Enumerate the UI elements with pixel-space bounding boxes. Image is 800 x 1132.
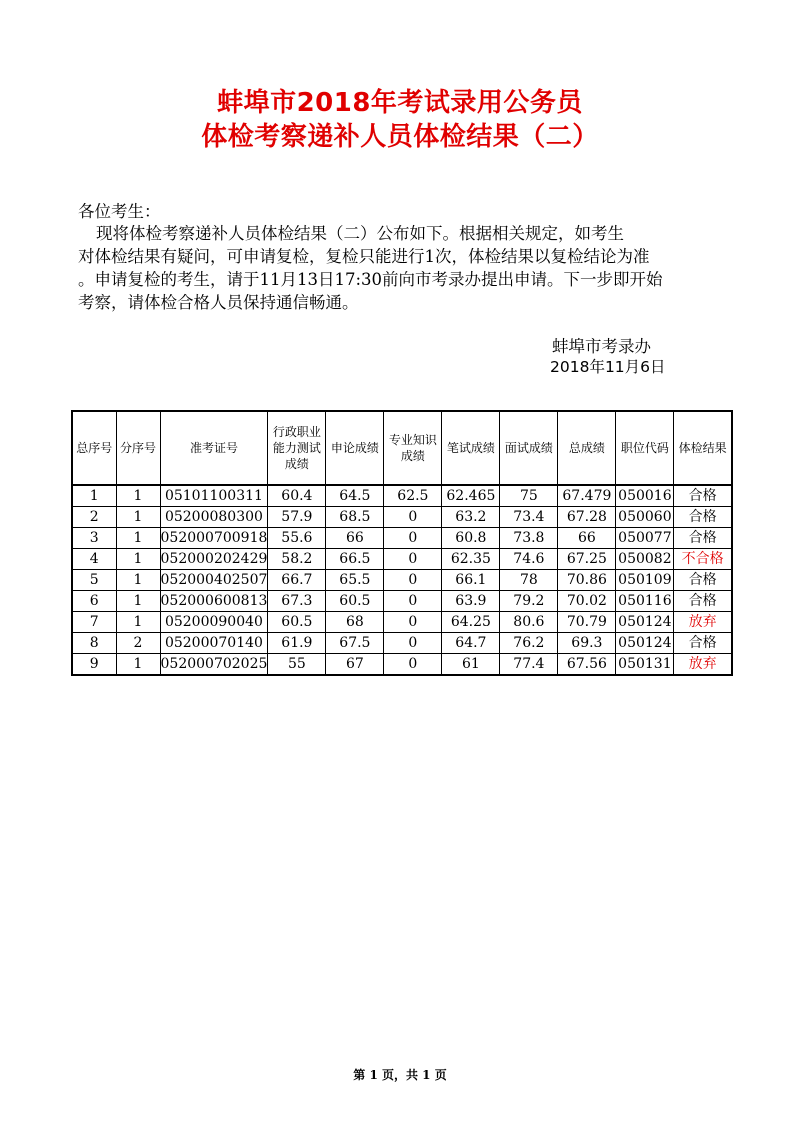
table-cell: 050131 xyxy=(616,654,674,676)
table-cell: 052000402507 xyxy=(160,570,268,591)
table-cell: 64.5 xyxy=(326,485,384,507)
header-cell: 体检结果 xyxy=(674,411,732,485)
table-cell: 050016 xyxy=(616,485,674,507)
table-row xyxy=(72,528,732,549)
table-cell: 62.465 xyxy=(442,485,500,507)
table-row xyxy=(72,570,732,591)
table-cell: 5 xyxy=(72,570,116,591)
table-cell: 67.3 xyxy=(268,591,326,612)
table-cell: 67.25 xyxy=(558,549,616,570)
table-cell: 1 xyxy=(116,549,160,570)
table-cell: 66.1 xyxy=(442,570,500,591)
result-cell: 合格 xyxy=(674,591,732,612)
table-cell: 67.28 xyxy=(558,507,616,528)
table-cell: 66.7 xyxy=(268,570,326,591)
table-cell: 68 xyxy=(326,612,384,633)
table-cell: 052000702025 xyxy=(160,654,268,676)
table-cell: 1 xyxy=(116,612,160,633)
table-cell: 62.5 xyxy=(384,485,442,507)
table-cell: 0 xyxy=(384,507,442,528)
table-cell: 2 xyxy=(116,633,160,654)
table-cell: 1 xyxy=(116,654,160,676)
table-cell: 70.86 xyxy=(558,570,616,591)
table-cell: 0 xyxy=(384,528,442,549)
table-cell: 58.2 xyxy=(268,549,326,570)
table-cell: 050077 xyxy=(616,528,674,549)
result-cell: 合格 xyxy=(674,633,732,654)
table-cell: 7 xyxy=(72,612,116,633)
table-cell: 052000700918 xyxy=(160,528,268,549)
table-cell: 67.479 xyxy=(558,485,616,507)
results-table xyxy=(71,410,733,676)
header-cell: 总序号 xyxy=(72,411,116,485)
body-line-1: 现将体检考察递补人员体检结果（二）公布如下。根据相关规定，如考生 xyxy=(96,224,624,243)
table-row xyxy=(72,485,732,507)
table-cell: 79.2 xyxy=(500,591,558,612)
table-cell: 77.4 xyxy=(500,654,558,676)
header-cell: 申论成绩 xyxy=(326,411,384,485)
signature-date: 2018年11月6日 xyxy=(550,358,666,376)
table-row xyxy=(72,654,732,676)
table-cell: 65.5 xyxy=(326,570,384,591)
header-cell: 专业知识成绩 xyxy=(384,411,442,485)
table-cell: 73.4 xyxy=(500,507,558,528)
result-cell: 合格 xyxy=(674,485,732,507)
table-cell: 76.2 xyxy=(500,633,558,654)
table-cell: 63.9 xyxy=(442,591,500,612)
table-cell: 9 xyxy=(72,654,116,676)
table-cell: 74.6 xyxy=(500,549,558,570)
table-cell: 1 xyxy=(116,507,160,528)
table-cell: 60.5 xyxy=(326,591,384,612)
table-row xyxy=(72,612,732,633)
table-cell: 70.79 xyxy=(558,612,616,633)
header-cell: 职位代码 xyxy=(616,411,674,485)
page-title-line2: 体检考察递补人员体检结果（二） xyxy=(201,122,599,152)
table-cell: 80.6 xyxy=(500,612,558,633)
table-cell: 05200070140 xyxy=(160,633,268,654)
table-cell: 05200090040 xyxy=(160,612,268,633)
table-cell: 61 xyxy=(442,654,500,676)
table-cell: 052000202429 xyxy=(160,549,268,570)
result-cell: 合格 xyxy=(674,570,732,591)
table-row xyxy=(72,591,732,612)
page-footer: 第 1 页，共 1 页 xyxy=(353,1068,447,1082)
table-cell: 57.9 xyxy=(268,507,326,528)
table-cell: 052000600813 xyxy=(160,591,268,612)
table-cell: 1 xyxy=(116,528,160,549)
page-title-line1: 蚌埠市2018年考试录用公务员 xyxy=(217,88,583,118)
table-cell: 1 xyxy=(116,591,160,612)
table-cell: 55.6 xyxy=(268,528,326,549)
table-cell: 66 xyxy=(558,528,616,549)
table-row xyxy=(72,549,732,570)
table-cell: 1 xyxy=(116,485,160,507)
table-cell: 75 xyxy=(500,485,558,507)
table-cell: 05200080300 xyxy=(160,507,268,528)
table-cell: 68.5 xyxy=(326,507,384,528)
greeting: 各位考生： xyxy=(78,202,161,221)
table-cell: 62.35 xyxy=(442,549,500,570)
table-cell: 66 xyxy=(326,528,384,549)
result-cell-giveup: 放弃 xyxy=(674,612,732,633)
header-cell: 准考证号 xyxy=(160,411,268,485)
header-cell: 笔试成绩 xyxy=(442,411,500,485)
table-cell: 0 xyxy=(384,633,442,654)
table-cell: 0 xyxy=(384,570,442,591)
table-cell: 63.2 xyxy=(442,507,500,528)
table-cell: 050124 xyxy=(616,612,674,633)
header-cell: 行政职业能力测试成绩 xyxy=(268,411,326,485)
table-header-row xyxy=(72,411,732,485)
body-line-4: 考察，请体检合格人员保持通信畅通。 xyxy=(78,293,359,312)
table-cell: 050116 xyxy=(616,591,674,612)
table-cell: 60.5 xyxy=(268,612,326,633)
header-cell: 面试成绩 xyxy=(500,411,558,485)
table-cell: 67.5 xyxy=(326,633,384,654)
table-cell: 6 xyxy=(72,591,116,612)
result-cell: 合格 xyxy=(674,507,732,528)
table-cell: 050060 xyxy=(616,507,674,528)
header-cell: 分序号 xyxy=(116,411,160,485)
table-cell: 60.4 xyxy=(268,485,326,507)
signature-org: 蚌埠市考录办 xyxy=(552,337,651,356)
table-cell: 05101100311 xyxy=(160,485,268,507)
table-cell: 69.3 xyxy=(558,633,616,654)
table-row xyxy=(72,633,732,654)
table-cell: 70.02 xyxy=(558,591,616,612)
result-cell: 合格 xyxy=(674,528,732,549)
table-cell: 3 xyxy=(72,528,116,549)
table-row xyxy=(72,507,732,528)
table-cell: 050109 xyxy=(616,570,674,591)
table-cell: 050082 xyxy=(616,549,674,570)
table-cell: 0 xyxy=(384,591,442,612)
table-cell: 8 xyxy=(72,633,116,654)
table-cell: 55 xyxy=(268,654,326,676)
table-cell: 0 xyxy=(384,612,442,633)
table-cell: 67 xyxy=(326,654,384,676)
table-cell: 61.9 xyxy=(268,633,326,654)
header-cell: 总成绩 xyxy=(558,411,616,485)
table-cell: 67.56 xyxy=(558,654,616,676)
table-cell: 64.7 xyxy=(442,633,500,654)
result-cell-fail: 不合格 xyxy=(674,549,732,570)
table-cell: 0 xyxy=(384,654,442,676)
table-cell: 4 xyxy=(72,549,116,570)
body-line-3: 。申请复检的考生，请于11月13日17:30前向市考录办提出申请。下一步即开始 xyxy=(78,270,663,289)
table-cell: 66.5 xyxy=(326,549,384,570)
table-cell: 2 xyxy=(72,507,116,528)
table-cell: 1 xyxy=(72,485,116,507)
table-cell: 78 xyxy=(500,570,558,591)
table-cell: 73.8 xyxy=(500,528,558,549)
body-line-2: 对体检结果有疑问，可申请复检，复检只能进行1次，体检结果以复检结论为准 xyxy=(78,247,650,266)
result-cell-giveup: 放弃 xyxy=(674,654,732,676)
table-cell: 050124 xyxy=(616,633,674,654)
table-cell: 1 xyxy=(116,570,160,591)
table-cell: 60.8 xyxy=(442,528,500,549)
table-cell: 0 xyxy=(384,549,442,570)
table-cell: 64.25 xyxy=(442,612,500,633)
